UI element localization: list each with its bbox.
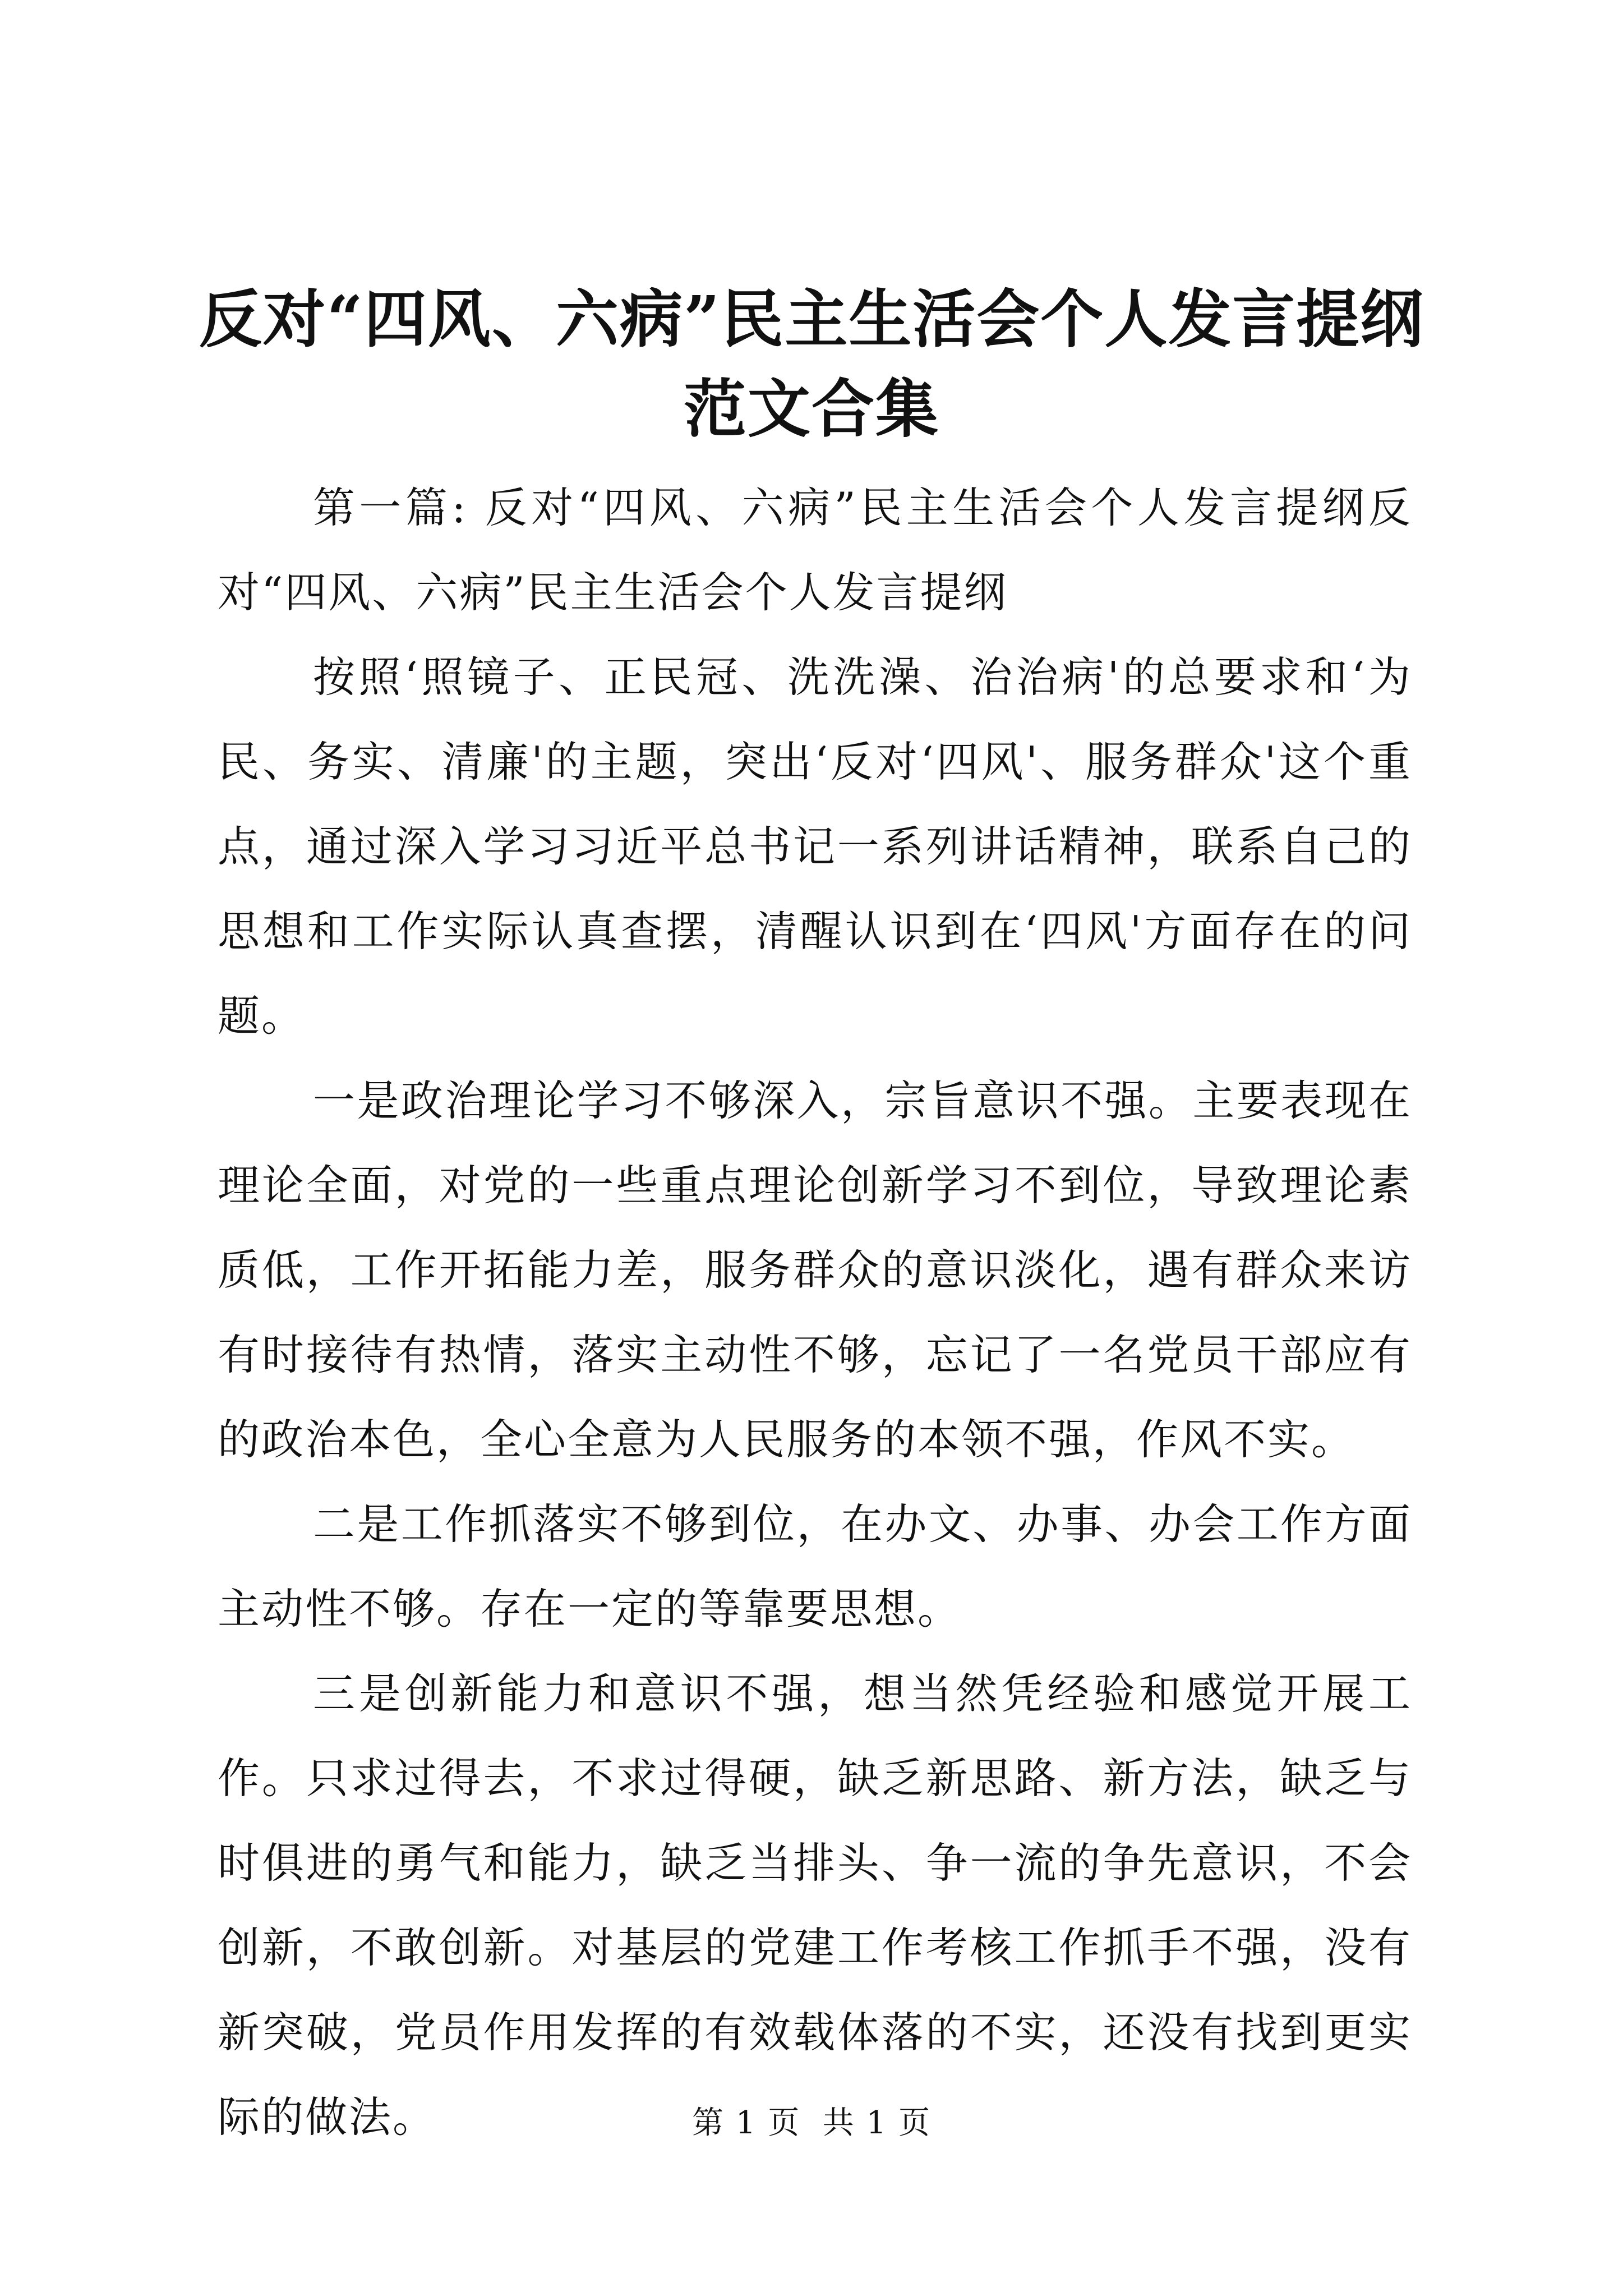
- paragraph-intro: 按照‘照镜子、正民冠、洗洗澡、治治病'的总要求和‘为民、务实、清廉'的主题，突出‘反对‘四风'、服务群众'这个重点，通过深入学习习近平总书记一系列讲话精神，联系自己的思想和工作实际认真查摆，清醒认识到在‘四风'方面存在的问题。: [218, 652, 1412, 1041]
- document-body: [218, 466, 1412, 2160]
- document-title-line-1: 反对“四风、六病”民主生活会个人发言提纲: [199, 283, 1424, 356]
- page-number-footer: 第 1 页 共 1 页: [691, 2105, 932, 2141]
- paragraph-point-3: 三是创新能力和意识不强，想当然凭经验和感觉开展工作。只求过得去，不求过得硬，缺乏新思路、新方法，缺乏与时俱进的勇气和能力，缺乏当排头、争一流的争先意识，不会创新，不敢创新。对基层的党建工作考核工作抓手不强，没有新突破，党员作用发挥的有效载体落的不实，还没有找到更实际的做法。: [218, 1669, 1412, 2142]
- paragraph-point-2: 二是工作抓落实不够到位，在办文、办事、办会工作方面主动性不够。存在一定的等靠要思想。: [218, 1499, 1412, 1634]
- paragraph-chapter-heading: 第一篇: 反对“四风、六病”民主生活会个人发言提纲反对“四风、六病”民主生活会个人发言提纲: [218, 483, 1412, 617]
- document-title-line-2: 范文合集: [684, 372, 939, 446]
- document-title: [185, 275, 1438, 454]
- paragraph-point-1: 一是政治理论学习不够深入，宗旨意识不强。主要表现在理论全面，对党的一些重点理论创新学习不到位，导致理论素质低，工作开拓能力差，服务群众的意识淡化，遇有群众来访有时接待有热情，落实主动性不够，忘记了一名党员干部应有的政治本色，全心全意为人民服务的本领不强，作风不实。: [218, 1076, 1412, 1464]
